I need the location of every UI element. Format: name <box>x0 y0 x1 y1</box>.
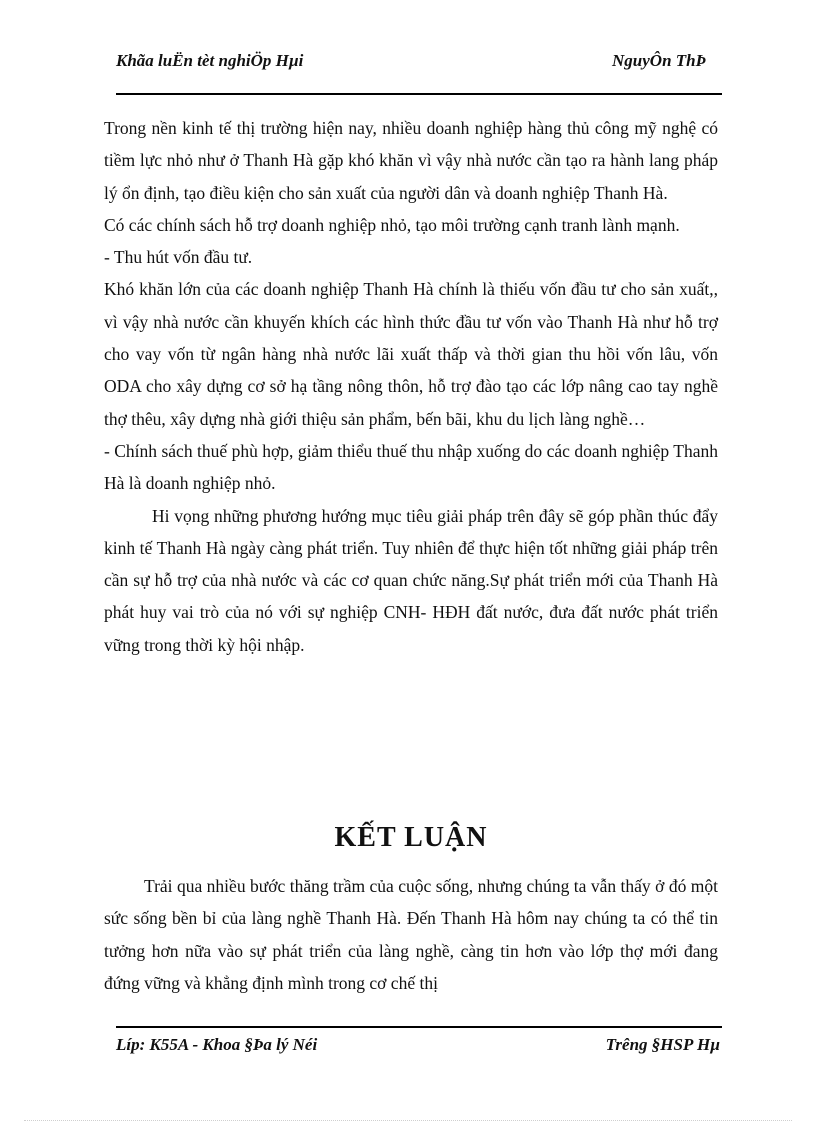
footer-class-info: Líp: K55A - Khoa §Þa lý Néi <box>116 1035 318 1054</box>
paragraph: Hi vọng những phương hướng mục tiêu giải pháp trên đây sẽ góp phần thúc đẩy kinh tế Thanh Hà ngày càng phát triển. Tuy nhiên để thực hiện tốt những giải pháp trên cần sự hỗ trợ của nhà nước và các cơ quan chức năng.Sự phát triển mới của Thanh Hà phát huy vai trò của nó với sự nghiệp CNH- HĐH đất nước, đưa đất nước phát triển vững trong thời kỳ hội nhập. <box>104 505 718 655</box>
header-title-left: Khãa luËn tèt nghiÖp Hµi <box>116 51 304 70</box>
document-body <box>104 112 718 661</box>
header-author: NguyÔn ThÞ <box>612 51 706 70</box>
page-edge-divider <box>24 1120 792 1121</box>
footer-divider <box>116 1026 722 1028</box>
section-title: KẾT LUẬN <box>334 822 488 853</box>
paragraph: Trải qua nhiều bước thăng trầm của cuộc sống, nhưng chúng ta vẫn thấy ở đó một sức sống bền bỉ của làng nghề Thanh Hà. Đến Thanh Hà hôm nay chúng ta có thể tin tưởng hơn nữa vào sự phát triển của làng nghề, càng tin hơn vào lớp thợ mới đang đứng vững và khẳng định mình trong cơ chế thị <box>104 876 718 993</box>
paragraph: - Thu hút vốn đầu tư. <box>104 247 253 268</box>
paragraph: Trong nền kinh tế thị trường hiện nay, nhiều doanh nghiệp hàng thủ công mỹ nghệ có tiềm lực nhỏ như ở Thanh Hà gặp khó khăn vì vậy nhà nước cần tạo ra hành lang pháp lý ổn định, tạo điều kiện cho sản xuất của người dân và doanh nghiệp Thanh Hà. <box>104 118 718 203</box>
paragraph: Khó khăn lớn của các doanh nghiệp Thanh Hà chính là thiếu vốn đầu tư cho sản xuất,, vì vậy nhà nước cần khuyến khích các hình thức đầu tư vốn vào Thanh Hà như hỗ trợ cho vay vốn từ ngân hàng nhà nước lãi xuất thấp và thời gian thu hồi vốn lâu, vốn ODA cho xây dựng cơ sở hạ tầng nông thôn, hỗ trợ đào tạo các lớp nâng cao tay nghề thợ thêu, xây dựng nhà giới thiệu sản phẩm, bến bãi, khu du lịch làng nghề… <box>104 279 718 429</box>
paragraph: - Chính sách thuế phù hợp, giảm thiểu thuế thu nhập xuống do các doanh nghiệp Thanh Hà là doanh nghiệp nhỏ. <box>104 440 718 494</box>
footer-school: Trêng §HSP Hµ <box>605 1035 720 1054</box>
header-divider <box>116 93 722 95</box>
paragraph: Có các chính sách hỗ trợ doanh nghiệp nhỏ, tạo môi trường cạnh tranh lành mạnh. <box>104 214 680 235</box>
conclusion-section <box>104 870 718 999</box>
